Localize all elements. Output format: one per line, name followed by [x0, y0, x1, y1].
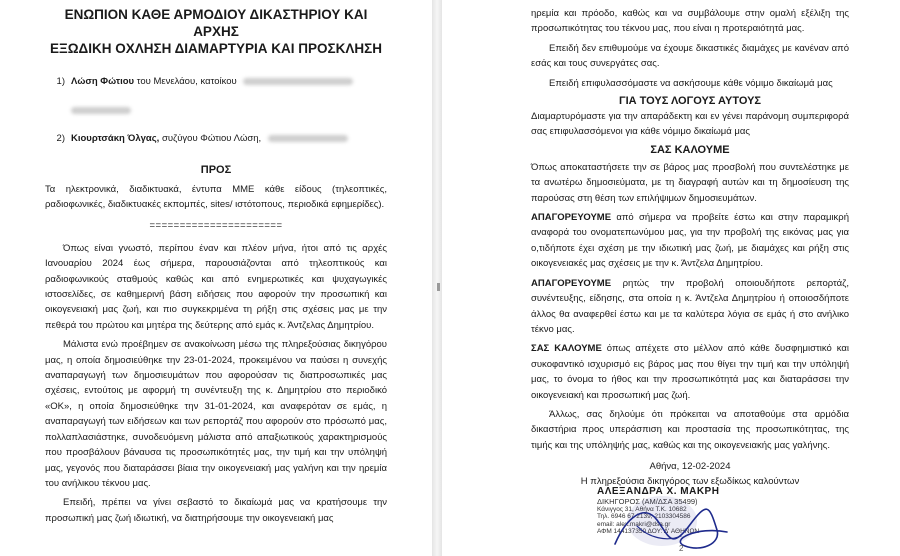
- paragraph-1: Όπως είναι γνωστό, περίπου έναν και πλέον μήνα, ήτοι από τις αρχές Ιανουαρίου 2024 έως σήμερα, παρουσιάζονται από τηλεοπτικούς και ραδιοφωνικούς σταθμούς καθώς και από ενημερωτικές και ψυχαγωγικές ιστοσελίδες, σε καθημερινή βάση ειδήσεις που αφορούν την προσωπική και οικογενειακή μας ζωή, και πιο συγκεκριμένα τη ρήξη στις σχέσεις μας με την πεθερά του πρώτου και μητέρα της δεύτερης από εμάς κ. Άντζελας Δημητρίου.: [45, 242, 387, 331]
- redacted-address-2: [268, 135, 348, 142]
- pros-heading: ΠΡΟΣ: [200, 164, 232, 176]
- page-content: [531, 6, 849, 489]
- title-court: ΕΝΩΠΙΟΝ ΚΑΘΕ ΑΡΜΟΔΙΟΥ ΔΙΚΑΣΤΗΡΙΟΥ ΚΑΙ ΑΡΧΗΣ: [64, 7, 368, 39]
- separator-line: ======================: [149, 219, 283, 231]
- page-number: 2: [679, 544, 684, 553]
- date-line: Αθήνα, 12-02-2024: [649, 461, 731, 473]
- heading-we-call-you: ΣΑΣ ΚΑΛΟΥΜΕ: [650, 143, 730, 156]
- paragraph-2: Μάλιστα ενώ προέβημεν σε ανακοίνωση μέσω της πληρεξούσιας δικηγόρου μας, η οποία δημοσιεύθηκε την 23-01-2024, προκειμένου να παύσει η συνεχής αναπαραγωγή των δημοσιευμάτων που αφορούσαν τις διαπροσωπικές μας σχέσεις, εντούτοις με αφορμή τη συνέντευξη της κ. Δημητρίου στο περιοδικό «ΟΚ», η οποία δημοσιεύθηκε την 31-01-2024, και αναφερόταν σε εμάς, η αναπαραγωγή των ειδήσεων και των ρεπορτάζ που αφορούν στο πρόσωπό μας, πολλαπλασιάστηκε, συνοδευόμενη μάλιστα από απαξιωτικούς χαρακτηρισμούς που προσβάλουν βάναυσα τις προσωπικότητές μας, την τιμή και την υπόληψή μας, γεγονός που διαταράσσει βίαια την οικογενειακή μας γαλήνη και την ηρεμία του ανήλικου τέκνου μας.: [45, 339, 387, 489]
- prohibition-1-text: από σήμερα να προβείτε έστω και στην παραμικρή αναφορά του ονοματεπωνύμου μας, για την προβολή της εικόνας μας για ο,τιδήποτε έχει σχέση με την ιδιωτική μας ζωή, με διαμάχες και ρήξη στις οικογενειακές μας σχέσεις με την κ. Άντζελα Δημητρίου.: [531, 212, 849, 270]
- party-1-number: 1): [56, 76, 65, 87]
- heading-for-these-reasons: ΓΙΑ ΤΟΥΣ ΛΟΓΟΥΣ ΑΥΤΟΥΣ: [618, 95, 762, 108]
- prohibition-1: [531, 210, 849, 272]
- title-notice: ΕΞΩΔΙΚΗ ΟΧΛΗΣΗ ΔΙΑΜΑΡΤΥΡΙΑ ΚΑΙ ΠΡΟΣΚΛΗΣΗ: [50, 41, 382, 56]
- closing-text: Άλλως, σας δηλούμε ότι πρόκειται να αποταθούμε στα αρμόδια δικαστήρια προς υπεράσπιση και προστασία της προσωπικότητας, της τιμής και της υπόληψής μας, καθώς και της οικογενειακής μας γαλήνης.: [531, 408, 849, 451]
- attorney-line: Η πληρεξούσια δικηγόρος των εξωδίκως καλούντων: [580, 476, 800, 488]
- stamp-phone: Τηλ. 6946 67 2139, 2103304586: [597, 513, 691, 520]
- prohibition-1-keyword: ΑΠΑΓΟΡΕΥΟΥΜΕ: [531, 212, 612, 224]
- document-page-left: [0, 0, 432, 556]
- page-content: [45, 6, 387, 530]
- party-1: [45, 75, 387, 89]
- prohibition-2: [531, 276, 849, 338]
- paragraph-reserve-rights: Επειδή επιφυλασσόμαστε να ασκήσουμε κάθε νόμιμο δικαίωμά μας: [549, 77, 833, 89]
- protest-text: Διαμαρτυρόμαστε για την απαράδεκτη και εν γένει παράνομη συμπεριφορά σας επιφυλασσόμενοι για κάθε νόμιμο δικαίωμά μας: [531, 111, 849, 138]
- call-text: Όπως αποκαταστήσετε την σε βάρος μας προσβολή που συντελέστηκε με τα ανωτέρω δημοσιεύματα, με τη διαγραφή αυτών και τη δημοσίευση της παρούσας στη θέση των επιλήψιμων δημοσιευμάτων.: [531, 161, 849, 204]
- party-2-name: Κιουρτσάκη Όλγας,: [71, 133, 160, 144]
- page-gutter: [432, 0, 442, 556]
- prohibition-2-text: ρητώς την προβολή οποιουδήποτε ρεπορτάζ, συνέντευξης, είδησης, στα οποία η κ. Άντζελα Δημητρίου ή οποιοσδήποτε άλλος θα αναφερθεί έστω και με τα καλύτερα λόγια σε εμάς ή στο ανήλικο τέκνο μας.: [531, 277, 849, 335]
- stamp-address: Κάνιγγος 31, Αθήνα Τ.Κ. 10682: [597, 505, 687, 513]
- prohibition-2-keyword: ΑΠΑΓΟΡΕΥΟΥΜΕ: [531, 277, 612, 289]
- call-2: [531, 341, 849, 403]
- party-2-number: 2): [56, 133, 65, 144]
- page-divider-handle[interactable]: [437, 283, 440, 291]
- paragraph-no-disputes: Επειδή δεν επιθυμούμε να έχουμε δικαστικές διαμάχες με κανέναν από εσάς και τους συνεργάτες σας.: [531, 42, 849, 70]
- stamp-title: ΔΙΚΗΓΟΡΟΣ (ΑΜ/ΔΣΑ 35499): [597, 497, 698, 506]
- recipients-text: Τα ηλεκτρονικά, διαδικτυακά, έντυπα ΜΜΕ κάθε είδους (τηλεοπτικές, ραδιοφωνικές, διαδικτυακές εκπομπές, sites/ ιστότοπους, περιοδικά εφημερίδες).: [45, 184, 387, 211]
- party-2-text: συζύγου Φώτιου Λώση,: [161, 133, 262, 144]
- party-1-cont: [45, 104, 387, 118]
- call-2-keyword: ΣΑΣ ΚΑΛΟΥΜΕ: [531, 343, 602, 355]
- stamp-afm: ΑΦΜ 144137350 ΔΟΥ: Δ' ΑΘΗΝΩΝ: [597, 528, 700, 535]
- stamp-email: email: alex.makri@dsa.gr: [597, 520, 671, 528]
- stamp-name: ΑΛΕΞΑΝΔΡΑ Χ. ΜΑΚΡΗ: [597, 486, 720, 497]
- paragraph-continuation: ηρεμία και πρόοδο, καθώς και να συμβάλουμε στην ομαλή εξέλιξη της προσωπικότητας του τέκνου μας, που είναι η προτεραιότητά μας.: [531, 8, 849, 35]
- document-page-right: [442, 0, 900, 556]
- call-2-text: όπως απέχετε στο μέλλον από κάθε δυσφημιστικό και συκοφαντικό ισχυρισμό εις βάρος μας που θίγει την τιμή και την υπόληψή μας, το όνομα το ήθος και την προσωπικότητά μας και διαταράσσει την οικογενειακή και προσωπική μας ζωή.: [531, 343, 850, 401]
- party-1-name: Λώση Φώτιου: [71, 76, 135, 87]
- paragraph-3: Επειδή, πρέπει να γίνει σεβαστό το δικαίωμά μας να κρατήσουμε την προσωπική μας ζωή ιδιωτική, να διατηρήσουμε την οικογενειακή μας: [45, 497, 387, 524]
- party-1-text: του Μενελάου, κατοίκου: [136, 76, 237, 87]
- redacted-address-1: [243, 78, 353, 85]
- redacted-address-1b: [71, 107, 131, 114]
- party-2: [45, 132, 387, 146]
